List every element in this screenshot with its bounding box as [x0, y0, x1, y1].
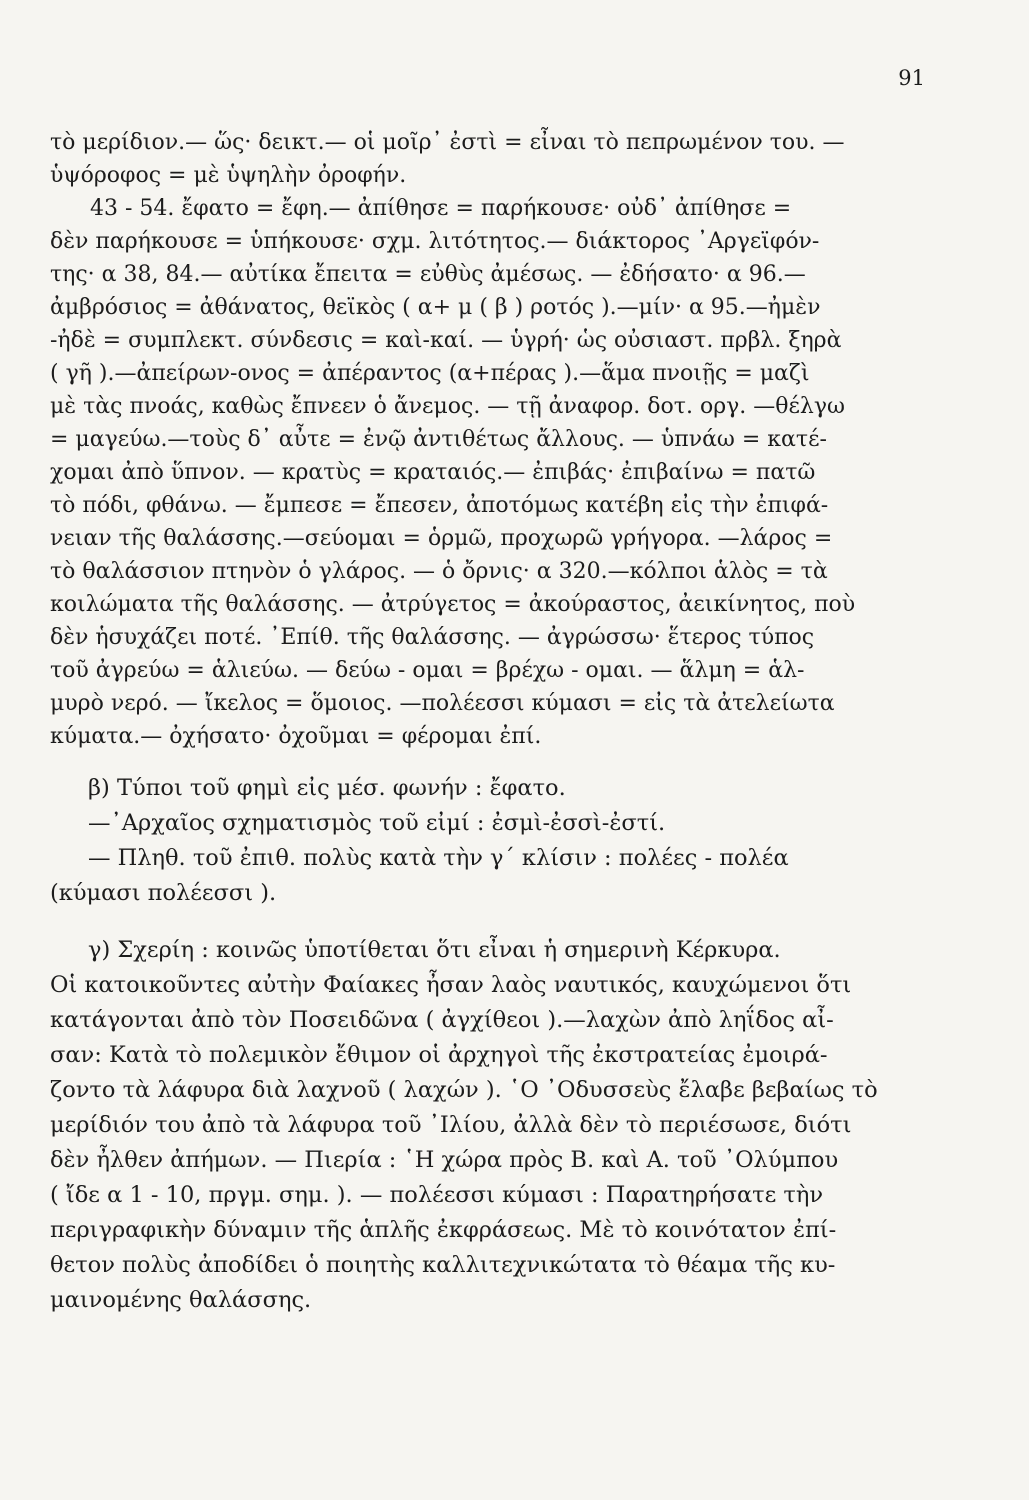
text-line: κατάγονται ἀπὸ τὸν Ποσειδῶνα ( ἀγχίθεοι ).—λαχὼν ἀπὸ ληΐδος αἶ-: [50, 1007, 834, 1033]
text-line: χομαι ἀπὸ ὕπνον. — κρατὺς = κραταιός.— ἐπιβάς· ἐπιβαίνω = πατῶ: [50, 460, 816, 485]
text-line: 43 - 54. ἔφατο = ἔφη.— ἀπίθησε = παρήκουσε· οὐδ᾽ ἀπίθησε =: [90, 196, 792, 221]
text-line: δὲν παρήκουσε = ὑπήκουσε· σχμ. λιτότητος.— διάκτορος ᾽Αργεϊφόν-: [50, 229, 820, 254]
text-line: σαν: Κατὰ τὸ πολεμικὸν ἔθιμον οἱ ἀρχηγοὶ τῆς ἐκστρατείας ἐμοιρά-: [50, 1042, 828, 1068]
text-line: γ) Σχερίη : κοινῶς ὑποτίθεται ὅτι εἶναι ἡ σημερινὴ Κέρκυρα.: [88, 937, 781, 963]
text-line: ὑψόροφος = μὲ ὑψηλὴν ὀροφήν.: [50, 163, 407, 188]
text-line: ( ἴδε α 1 - 10, πργμ. σημ. ). — πολέεσσι κύμασι : Παρατηρήσατε τὴν: [50, 1182, 824, 1208]
text-line: -ἠδὲ = συμπλεκτ. σύνδεσις = καὶ-καί. — ὑγρή· ὡς οὐσιαστ. πρβλ. ξηρὰ: [50, 328, 842, 353]
text-line: θετον πολὺς ἀποδίδει ὁ ποιητὴς καλλιτεχνικώτατα τὸ θέαμα τῆς κυ-: [50, 1252, 836, 1278]
text-line: περιγραφικὴν δύναμιν τῆς ἁπλῆς ἐκφράσεως. Μὲ τὸ κοινότατον ἐπί-: [50, 1217, 837, 1243]
text-line: τοῦ ἀγρεύω = ἁλιεύω. — δεύω - ομαι = βρέχω - ομαι. — ἅλμη = ἁλ-: [50, 658, 805, 683]
commentary-text: [50, 126, 930, 1318]
text-line: τὸ πόδι, φθάνω. — ἔμπεσε = ἔπεσεν, ἀποτόμως κατέβη εἰς τὴν ἐπιφά-: [50, 493, 829, 518]
glossary-section: [50, 126, 930, 753]
page-number: 91: [898, 66, 925, 90]
text-line: ζοντο τὰ λάφυρα διὰ λαχνοῦ ( λαχών ). ῾Ο ᾽Οδυσσεὺς ἔλαβε βεβαίως τὸ: [50, 1077, 878, 1103]
text-line: δὲν ἡσυχάζει ποτέ. ᾽Επίθ. τῆς θαλάσσης. — ἀγρώσσω· ἕτερος τύπος: [50, 625, 815, 650]
text-line: τὸ μερίδιον.— ὥς· δεικτ.— οἱ μοῖρ᾽ ἐστὶ = εἶναι τὸ πεπρωμένον του. —: [50, 130, 845, 155]
text-line: β) Τύποι τοῦ φημὶ εἰς μέσ. φωνήν : ἔφατο.: [88, 775, 566, 801]
text-line: = μαγεύω.—τοὺς δ᾽ αὖτε = ἐνῷ ἀντιθέτως ἄλλους. — ὑπνάω = κατέ-: [50, 427, 827, 452]
text-line: ( γῆ ).—ἀπείρων-ονος = ἀπέραντος (α+πέρας ).—ἅμα πνοιῇς = μαζὶ: [50, 361, 810, 386]
section-beta: [50, 771, 930, 911]
text-line: κοιλώματα τῆς θαλάσσης. — ἀτρύγετος = ἀκούραστος, ἀεικίνητος, ποὺ: [50, 592, 856, 617]
section-gamma: [50, 933, 930, 1318]
text-line: — Πληθ. τοῦ ἐπιθ. πολὺς κατὰ τὴν γ´ κλίσιν : πολέες - πολέα: [88, 845, 789, 871]
text-line: κύματα.— ὀχήσατο· ὀχοῦμαι = φέρομαι ἐπί.: [50, 724, 542, 749]
text-line: ἀμβρόσιος = ἀθάνατος, θεϊκὸς ( α+ μ ( β ) ροτός ).—μίν· α 95.—ἠμὲν: [50, 295, 821, 320]
text-line: τὸ θαλάσσιον πτηνὸν ὁ γλάρος. — ὁ ὄρνις· α 320.—κόλποι ἁλὸς = τὰ: [50, 559, 828, 584]
text-line: νειαν τῆς θαλάσσης.—σεύομαι = ὁρμῶ, προχωρῶ γρήγορα. —λάρος =: [50, 526, 833, 551]
text-line: της· α 38, 84.— αὐτίκα ἔπειτα = εὐθὺς ἀμέσως. — ἐδήσατο· α 96.—: [50, 262, 806, 287]
text-line: μαινομένης θαλάσσης.: [50, 1287, 312, 1313]
text-line: μὲ τὰς πνοάς, καθὼς ἔπνεεν ὁ ἄνεμος. — τῇ ἀναφορ. δοτ. οργ. —θέλγω: [50, 394, 845, 419]
text-line: μυρὸ νερό. — ἴκελος = ὅμοιος. —πολέεσσι κύμασι = εἰς τὰ ἀτελείωτα: [50, 691, 835, 716]
text-line: —᾽Αρχαῖος σχηματισμὸς τοῦ εἰμί : ἐσμὶ-ἐσσὶ-ἐστί.: [88, 810, 666, 836]
text-line: δὲν ἦλθεν ἀπήμων. — Πιερία : ῾Η χώρα πρὸς Β. καὶ Α. τοῦ ᾽Ολύμπου: [50, 1147, 839, 1173]
text-line: μερίδιόν του ἀπὸ τὰ λάφυρα τοῦ ᾽Ιλίου, ἀλλὰ δὲν τὸ περιέσωσε, διότι: [50, 1112, 852, 1138]
text-line: (κύμασι πολέεσσι ).: [50, 880, 277, 906]
text-line: Οἱ κατοικοῦντες αὐτὴν Φαίακες ἦσαν λαὸς ναυτικός, καυχώμενοι ὅτι: [50, 972, 852, 998]
